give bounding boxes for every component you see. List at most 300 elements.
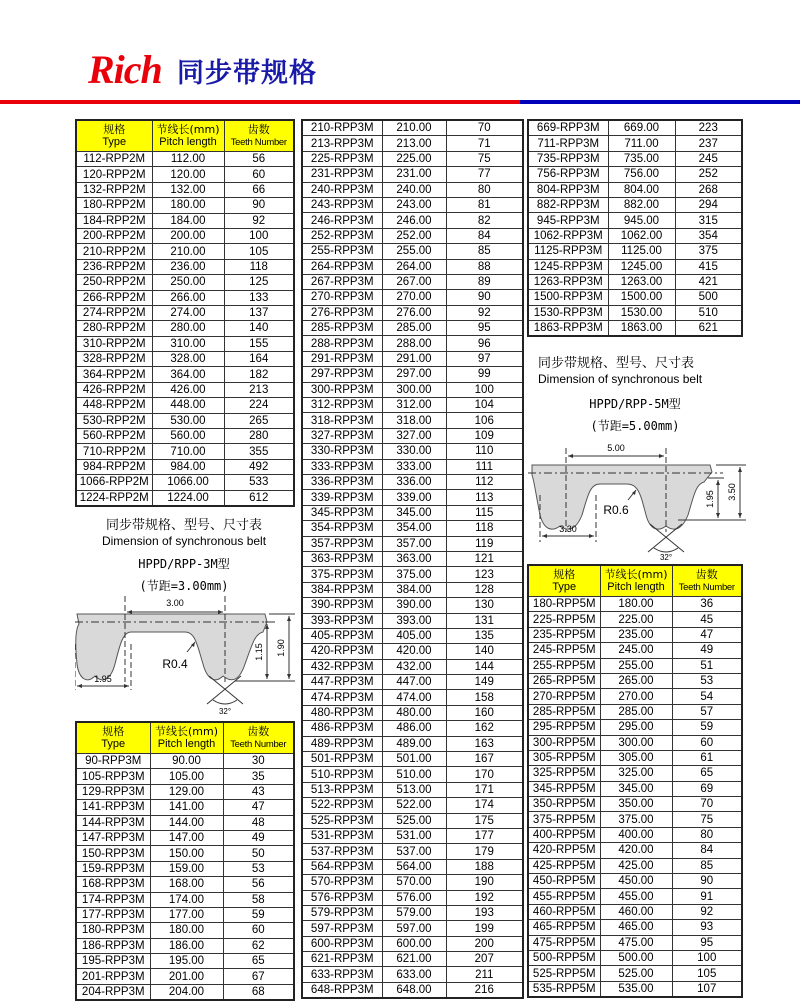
type-cell: 195-RPP3M bbox=[76, 954, 150, 969]
dim-pitch-label: 5.00 bbox=[607, 443, 625, 453]
type-cell: 600-RPP3M bbox=[302, 936, 382, 951]
col-type-header-zh: 规格 bbox=[103, 123, 126, 136]
teeth-number-cell: 67 bbox=[223, 969, 294, 984]
table-row bbox=[528, 950, 742, 965]
belt-profile-3m bbox=[75, 594, 297, 714]
table-row bbox=[528, 812, 742, 827]
type-cell: 1066-RPP2M bbox=[76, 475, 152, 490]
teeth-number-cell: 93 bbox=[672, 920, 742, 935]
type-cell: 804-RPP3M bbox=[528, 182, 608, 197]
table-row bbox=[76, 305, 294, 320]
diagram-title-zh: 同步带规格、型号、尺寸表 bbox=[105, 518, 262, 533]
teeth-number-cell: 111 bbox=[446, 459, 523, 474]
table-row bbox=[528, 321, 742, 337]
type-cell: 297-RPP3M bbox=[302, 367, 382, 382]
type-cell: 1245-RPP3M bbox=[528, 259, 608, 274]
pitch-length-cell: 174.00 bbox=[150, 892, 223, 907]
table-row bbox=[528, 904, 742, 919]
dim-pitch-label: 3.00 bbox=[166, 598, 184, 608]
type-cell: 420-RPP5M bbox=[528, 843, 600, 858]
table-row bbox=[76, 800, 294, 815]
pitch-length-cell: 184.00 bbox=[152, 213, 224, 228]
radius-label: R0.6 bbox=[603, 503, 629, 517]
teeth-number-cell: 60 bbox=[223, 923, 294, 938]
diagram-title-en: Dimension of synchronous belt bbox=[538, 372, 703, 386]
teeth-number-cell: 223 bbox=[675, 120, 742, 136]
teeth-number-cell: 128 bbox=[446, 582, 523, 597]
teeth-number-cell: 137 bbox=[224, 305, 294, 320]
type-cell: 255-RPP3M bbox=[302, 244, 382, 259]
table-row bbox=[302, 290, 523, 305]
teeth-number-cell: 47 bbox=[223, 800, 294, 815]
teeth-number-cell: 50 bbox=[223, 846, 294, 861]
table-row bbox=[528, 136, 742, 151]
type-cell: 480-RPP3M bbox=[302, 705, 382, 720]
table-header-row bbox=[76, 722, 294, 754]
teeth-number-cell: 35 bbox=[223, 769, 294, 784]
table-row bbox=[76, 784, 294, 799]
col-pitch-header-en: Pitch length bbox=[607, 581, 665, 593]
table-row bbox=[302, 952, 523, 967]
table-row bbox=[302, 536, 523, 551]
teeth-number-cell: 61 bbox=[672, 750, 742, 765]
teeth-number-cell: 70 bbox=[672, 797, 742, 812]
teeth-number-cell: 113 bbox=[446, 490, 523, 505]
table-row bbox=[302, 828, 523, 843]
pitch-length-cell: 144.00 bbox=[150, 815, 223, 830]
pitch-length-cell: 243.00 bbox=[382, 197, 446, 212]
col-teeth-header bbox=[672, 565, 742, 597]
pitch-length-cell: 465.00 bbox=[600, 920, 672, 935]
type-cell: 270-RPP3M bbox=[302, 290, 382, 305]
table-row bbox=[302, 120, 523, 136]
teeth-number-cell: 354 bbox=[675, 228, 742, 243]
pitch-length-cell: 475.00 bbox=[600, 935, 672, 950]
pitch-length-cell: 513.00 bbox=[382, 782, 446, 797]
pitch-length-cell: 537.00 bbox=[382, 844, 446, 859]
table-row bbox=[302, 644, 523, 659]
type-cell: 120-RPP2M bbox=[76, 167, 152, 182]
teeth-number-cell: 421 bbox=[675, 274, 742, 289]
table-row bbox=[528, 935, 742, 950]
pitch-length-cell: 266.00 bbox=[152, 290, 224, 305]
teeth-number-cell: 107 bbox=[672, 981, 742, 997]
table-row bbox=[528, 797, 742, 812]
table-row bbox=[528, 735, 742, 750]
table-row bbox=[528, 151, 742, 166]
table-row bbox=[302, 675, 523, 690]
pitch-length-cell: 120.00 bbox=[152, 167, 224, 182]
col-pitch-header bbox=[600, 565, 672, 597]
teeth-number-cell: 188 bbox=[446, 859, 523, 874]
type-cell: 300-RPP5M bbox=[528, 735, 600, 750]
table-row bbox=[302, 567, 523, 582]
type-cell: 384-RPP3M bbox=[302, 582, 382, 597]
pitch-length-cell: 501.00 bbox=[382, 752, 446, 767]
pitch-length-cell: 147.00 bbox=[150, 830, 223, 845]
teeth-number-cell: 95 bbox=[446, 321, 523, 336]
type-cell: 375-RPP3M bbox=[302, 567, 382, 582]
type-cell: 267-RPP3M bbox=[302, 274, 382, 289]
pitch-length-cell: 225.00 bbox=[600, 612, 672, 627]
teeth-number-cell: 75 bbox=[446, 151, 523, 166]
table-row bbox=[302, 336, 523, 351]
teeth-number-cell: 500 bbox=[675, 290, 742, 305]
type-cell: 174-RPP3M bbox=[76, 892, 150, 907]
teeth-number-cell: 104 bbox=[446, 398, 523, 413]
table-header-row bbox=[76, 120, 294, 152]
table-row bbox=[302, 875, 523, 890]
table-row bbox=[528, 781, 742, 796]
table-row bbox=[302, 367, 523, 382]
col-pitch-header-en: Pitch length bbox=[159, 136, 217, 148]
pitch-length-cell: 804.00 bbox=[608, 182, 675, 197]
teeth-number-cell: 140 bbox=[224, 321, 294, 336]
pitch-length-cell: 270.00 bbox=[600, 689, 672, 704]
type-cell: 735-RPP3M bbox=[528, 151, 608, 166]
pitch-length-cell: 330.00 bbox=[382, 444, 446, 459]
table-row bbox=[528, 120, 742, 136]
pitch-length-cell: 390.00 bbox=[382, 598, 446, 613]
type-cell: 231-RPP3M bbox=[302, 167, 382, 182]
type-cell: 345-RPP5M bbox=[528, 781, 600, 796]
teeth-number-cell: 280 bbox=[224, 429, 294, 444]
type-cell: 448-RPP2M bbox=[76, 398, 152, 413]
table-row bbox=[528, 612, 742, 627]
table-row bbox=[76, 367, 294, 382]
pitch-length-cell: 180.00 bbox=[150, 923, 223, 938]
table-row bbox=[302, 798, 523, 813]
table-row bbox=[76, 182, 294, 197]
pitch-length-cell: 357.00 bbox=[382, 536, 446, 551]
pitch-length-cell: 210.00 bbox=[152, 244, 224, 259]
col-teeth-header-en: Teeth Number bbox=[230, 137, 287, 148]
pitch-length-cell: 129.00 bbox=[150, 784, 223, 799]
pitch-length-cell: 255.00 bbox=[382, 244, 446, 259]
teeth-number-cell: 171 bbox=[446, 782, 523, 797]
type-cell: 513-RPP3M bbox=[302, 782, 382, 797]
type-cell: 1125-RPP3M bbox=[528, 244, 608, 259]
pitch-length-cell: 393.00 bbox=[382, 613, 446, 628]
teeth-number-cell: 62 bbox=[223, 938, 294, 953]
pitch-length-cell: 1062.00 bbox=[608, 228, 675, 243]
pitch-length-cell: 500.00 bbox=[600, 950, 672, 965]
table-row bbox=[302, 490, 523, 505]
teeth-number-cell: 66 bbox=[224, 182, 294, 197]
table-row bbox=[528, 658, 742, 673]
teeth-number-cell: 60 bbox=[672, 735, 742, 750]
col-type-header-zh: 规格 bbox=[102, 725, 125, 738]
teeth-number-cell: 60 bbox=[224, 167, 294, 182]
teeth-number-cell: 155 bbox=[224, 336, 294, 351]
teeth-number-cell: 164 bbox=[224, 352, 294, 367]
table-row bbox=[528, 259, 742, 274]
type-cell: 310-RPP2M bbox=[76, 336, 152, 351]
table-row bbox=[302, 197, 523, 212]
teeth-number-cell: 162 bbox=[446, 721, 523, 736]
table-row bbox=[76, 167, 294, 182]
table-row bbox=[302, 628, 523, 643]
table-row bbox=[76, 444, 294, 459]
teeth-number-cell: 90 bbox=[672, 874, 742, 889]
col-type-header-en: Type bbox=[552, 581, 577, 593]
table-row bbox=[76, 429, 294, 444]
type-cell: 510-RPP3M bbox=[302, 767, 382, 782]
table-row bbox=[302, 274, 523, 289]
table-row bbox=[528, 966, 742, 981]
col-pitch-header bbox=[152, 120, 224, 152]
pitch-length-cell: 535.00 bbox=[600, 981, 672, 997]
table-row bbox=[76, 954, 294, 969]
pitch-length-cell: 600.00 bbox=[382, 936, 446, 951]
type-cell: 204-RPP3M bbox=[76, 984, 150, 1000]
table-row bbox=[76, 769, 294, 784]
type-cell: 711-RPP3M bbox=[528, 136, 608, 151]
pitch-length-cell: 200.00 bbox=[152, 228, 224, 243]
pitch-length-cell: 576.00 bbox=[382, 890, 446, 905]
pitch-length-cell: 384.00 bbox=[382, 582, 446, 597]
pitch-length-cell: 159.00 bbox=[150, 861, 223, 876]
pitch-length-cell: 235.00 bbox=[600, 627, 672, 642]
table-row bbox=[302, 551, 523, 566]
col-teeth-header-zh: 齿数 bbox=[247, 725, 270, 738]
table-row bbox=[528, 244, 742, 259]
type-cell: 1263-RPP3M bbox=[528, 274, 608, 289]
type-cell: 235-RPP5M bbox=[528, 627, 600, 642]
teeth-number-cell: 175 bbox=[446, 813, 523, 828]
type-cell: 1500-RPP3M bbox=[528, 290, 608, 305]
pitch-length-cell: 310.00 bbox=[152, 336, 224, 351]
table-header-row bbox=[528, 565, 742, 597]
pitch-length-cell: 480.00 bbox=[382, 705, 446, 720]
pitch-length-cell: 264.00 bbox=[382, 259, 446, 274]
type-cell: 325-RPP5M bbox=[528, 766, 600, 781]
table-row bbox=[528, 843, 742, 858]
teeth-number-cell: 621 bbox=[675, 321, 742, 337]
pitch-length-cell: 252.00 bbox=[382, 228, 446, 243]
diagram-3m bbox=[75, 518, 293, 594]
table-row bbox=[302, 305, 523, 320]
table-row bbox=[528, 766, 742, 781]
pitch-length-cell: 1066.00 bbox=[152, 475, 224, 490]
table-row bbox=[302, 782, 523, 797]
type-cell: 184-RPP2M bbox=[76, 213, 152, 228]
teeth-number-cell: 182 bbox=[224, 367, 294, 382]
teeth-number-cell: 133 bbox=[224, 290, 294, 305]
table-row bbox=[302, 982, 523, 998]
type-cell: 1224-RPP2M bbox=[76, 490, 152, 506]
table-row bbox=[302, 182, 523, 197]
teeth-number-cell: 612 bbox=[224, 490, 294, 506]
teeth-number-cell: 105 bbox=[224, 244, 294, 259]
pitch-length-cell: 274.00 bbox=[152, 305, 224, 320]
type-cell: 243-RPP3M bbox=[302, 197, 382, 212]
teeth-number-cell: 85 bbox=[672, 858, 742, 873]
pitch-length-cell: 364.00 bbox=[152, 367, 224, 382]
teeth-number-cell: 119 bbox=[446, 536, 523, 551]
pitch-length-cell: 455.00 bbox=[600, 889, 672, 904]
type-cell: 455-RPP5M bbox=[528, 889, 600, 904]
teeth-number-cell: 265 bbox=[224, 413, 294, 428]
table-row bbox=[302, 582, 523, 597]
type-cell: 525-RPP5M bbox=[528, 966, 600, 981]
teeth-number-cell: 144 bbox=[446, 659, 523, 674]
teeth-number-cell: 89 bbox=[446, 274, 523, 289]
pitch-length-cell: 105.00 bbox=[150, 769, 223, 784]
table-row bbox=[302, 752, 523, 767]
pitch-length-cell: 420.00 bbox=[382, 644, 446, 659]
type-cell: 129-RPP3M bbox=[76, 784, 150, 799]
table-row bbox=[528, 874, 742, 889]
col-type-header bbox=[76, 120, 152, 152]
teeth-number-cell: 207 bbox=[446, 952, 523, 967]
spec-table-rpp5m bbox=[527, 564, 743, 998]
teeth-number-cell: 59 bbox=[223, 907, 294, 922]
type-cell: 474-RPP3M bbox=[302, 690, 382, 705]
table-row bbox=[302, 813, 523, 828]
type-cell: 882-RPP3M bbox=[528, 197, 608, 212]
type-cell: 425-RPP5M bbox=[528, 858, 600, 873]
pitch-length-cell: 633.00 bbox=[382, 967, 446, 982]
pitch-length-cell: 339.00 bbox=[382, 490, 446, 505]
table-row bbox=[76, 490, 294, 506]
teeth-number-cell: 57 bbox=[672, 704, 742, 719]
table-row bbox=[528, 290, 742, 305]
table-row bbox=[302, 736, 523, 751]
type-cell: 489-RPP3M bbox=[302, 736, 382, 751]
pitch-length-cell: 1125.00 bbox=[608, 244, 675, 259]
table-row bbox=[76, 352, 294, 367]
type-cell: 285-RPP5M bbox=[528, 704, 600, 719]
table-row bbox=[528, 689, 742, 704]
pitch-length-cell: 336.00 bbox=[382, 474, 446, 489]
type-cell: 339-RPP3M bbox=[302, 490, 382, 505]
table-row bbox=[302, 921, 523, 936]
table-row bbox=[528, 643, 742, 658]
pitch-length-cell: 300.00 bbox=[600, 735, 672, 750]
type-cell: 984-RPP2M bbox=[76, 459, 152, 474]
table-row bbox=[528, 182, 742, 197]
pitch-length-cell: 1530.00 bbox=[608, 305, 675, 320]
teeth-number-cell: 80 bbox=[672, 827, 742, 842]
teeth-number-cell: 100 bbox=[224, 228, 294, 243]
type-cell: 333-RPP3M bbox=[302, 459, 382, 474]
dim-total-height-label: 1.90 bbox=[276, 639, 286, 657]
pitch-length-cell: 486.00 bbox=[382, 721, 446, 736]
teeth-number-cell: 48 bbox=[223, 815, 294, 830]
col-type-header-en: Type bbox=[102, 136, 127, 148]
table-row bbox=[302, 459, 523, 474]
pitch-length-cell: 354.00 bbox=[382, 521, 446, 536]
table-row bbox=[302, 690, 523, 705]
type-cell: 357-RPP3M bbox=[302, 536, 382, 551]
type-cell: 756-RPP3M bbox=[528, 167, 608, 182]
table-row bbox=[528, 704, 742, 719]
pitch-length-cell: 350.00 bbox=[600, 797, 672, 812]
table-row bbox=[302, 151, 523, 166]
table-row bbox=[302, 398, 523, 413]
pitch-length-cell: 333.00 bbox=[382, 459, 446, 474]
table-row bbox=[76, 382, 294, 397]
belt-model: HPPD/RPP-3M型 bbox=[138, 557, 230, 571]
type-cell: 390-RPP3M bbox=[302, 598, 382, 613]
type-cell: 393-RPP3M bbox=[302, 613, 382, 628]
pitch-length-cell: 447.00 bbox=[382, 675, 446, 690]
pitch-length-cell: 168.00 bbox=[150, 877, 223, 892]
table-row bbox=[302, 321, 523, 336]
pitch-length-cell: 400.00 bbox=[600, 827, 672, 842]
teeth-number-cell: 81 bbox=[446, 197, 523, 212]
teeth-number-cell: 123 bbox=[446, 567, 523, 582]
table-row bbox=[302, 705, 523, 720]
teeth-number-cell: 68 bbox=[223, 984, 294, 1000]
teeth-number-cell: 177 bbox=[446, 828, 523, 843]
pitch-length-cell: 240.00 bbox=[382, 182, 446, 197]
col-type-header bbox=[76, 722, 150, 754]
teeth-number-cell: 135 bbox=[446, 628, 523, 643]
pitch-length-cell: 186.00 bbox=[150, 938, 223, 953]
type-cell: 252-RPP3M bbox=[302, 228, 382, 243]
pitch-length-cell: 180.00 bbox=[152, 198, 224, 213]
teeth-number-cell: 355 bbox=[224, 444, 294, 459]
pitch-length-cell: 280.00 bbox=[152, 321, 224, 336]
pitch-length-cell: 250.00 bbox=[152, 275, 224, 290]
pitch-length-cell: 756.00 bbox=[608, 167, 675, 182]
type-cell: 576-RPP3M bbox=[302, 890, 382, 905]
table-row bbox=[528, 673, 742, 688]
pitch-length-cell: 195.00 bbox=[150, 954, 223, 969]
teeth-number-cell: 118 bbox=[224, 259, 294, 274]
type-cell: 420-RPP3M bbox=[302, 644, 382, 659]
type-cell: 560-RPP2M bbox=[76, 429, 152, 444]
teeth-number-cell: 95 bbox=[672, 935, 742, 950]
diagram-title-en: Dimension of synchronous belt bbox=[101, 534, 267, 548]
teeth-number-cell: 268 bbox=[675, 182, 742, 197]
teeth-number-cell: 100 bbox=[672, 950, 742, 965]
teeth-number-cell: 192 bbox=[446, 890, 523, 905]
pitch-length-cell: 177.00 bbox=[150, 907, 223, 922]
teeth-number-cell: 43 bbox=[223, 784, 294, 799]
teeth-number-cell: 100 bbox=[446, 382, 523, 397]
type-cell: 288-RPP3M bbox=[302, 336, 382, 351]
col-pitch-header bbox=[150, 722, 223, 754]
type-cell: 270-RPP5M bbox=[528, 689, 600, 704]
angle-label: 32° bbox=[659, 553, 673, 560]
type-cell: 180-RPP5M bbox=[528, 597, 600, 612]
teeth-number-cell: 70 bbox=[446, 120, 523, 136]
pitch-length-cell: 270.00 bbox=[382, 290, 446, 305]
teeth-number-cell: 47 bbox=[672, 627, 742, 642]
type-cell: 177-RPP3M bbox=[76, 907, 150, 922]
table-row bbox=[76, 861, 294, 876]
type-cell: 364-RPP2M bbox=[76, 367, 152, 382]
teeth-number-cell: 224 bbox=[224, 398, 294, 413]
teeth-number-cell: 54 bbox=[672, 689, 742, 704]
table-row bbox=[302, 244, 523, 259]
pitch-length-cell: 328.00 bbox=[152, 352, 224, 367]
spec-table-rpp3m-part3 bbox=[527, 119, 743, 337]
teeth-number-cell: 533 bbox=[224, 475, 294, 490]
pitch-length-cell: 225.00 bbox=[382, 151, 446, 166]
pitch-length-cell: 213.00 bbox=[382, 136, 446, 151]
teeth-number-cell: 59 bbox=[672, 720, 742, 735]
table-row bbox=[76, 459, 294, 474]
pitch-length-cell: 210.00 bbox=[382, 120, 446, 136]
spec-table-rpp2m bbox=[75, 119, 295, 507]
type-cell: 535-RPP5M bbox=[528, 981, 600, 997]
table-row bbox=[76, 398, 294, 413]
pitch-length-cell: 522.00 bbox=[382, 798, 446, 813]
